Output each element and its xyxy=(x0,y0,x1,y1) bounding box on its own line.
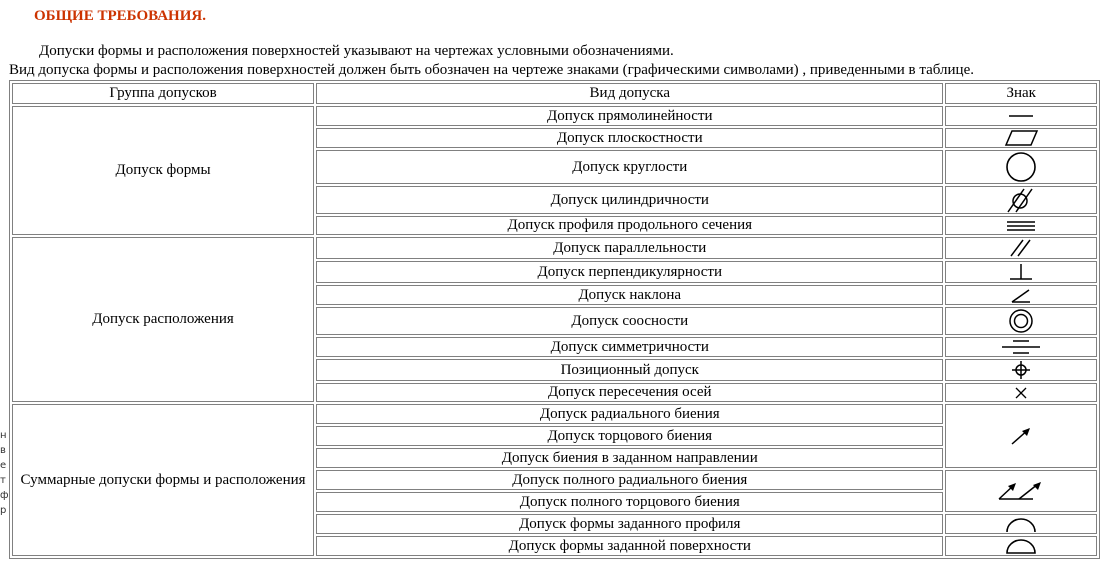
tolerance-kind: Допуск симметричности xyxy=(316,337,943,357)
tolerance-kind: Допуск профиля продольного сечения xyxy=(316,216,943,235)
tolerance-kind: Допуск формы заданной поверхности xyxy=(316,536,943,556)
symbol-cell xyxy=(945,216,1097,235)
runout-icon xyxy=(1009,425,1033,447)
tolerance-kind: Допуск круглости xyxy=(316,150,943,184)
symbol-cell xyxy=(945,128,1097,148)
tolerance-kind: Допуск биения в заданном направлении xyxy=(316,448,943,468)
position-icon xyxy=(1011,360,1031,380)
tolerance-kind: Допуск пересечения осей xyxy=(316,383,943,402)
parallelism-icon xyxy=(1008,238,1034,258)
symbol-cell xyxy=(945,307,1097,335)
table-row xyxy=(12,404,1097,424)
tolerance-table xyxy=(9,80,1100,559)
tolerance-kind: Допуск перпендикулярности xyxy=(316,261,943,283)
table-row xyxy=(12,106,1097,126)
symbol-cell xyxy=(945,337,1097,357)
tolerance-kind: Допуск полного торцового биения xyxy=(316,492,943,512)
symbol-cell xyxy=(945,237,1097,259)
group-form: Допуск формы xyxy=(12,106,314,235)
tolerance-kind: Допуск наклона xyxy=(316,285,943,305)
symbol-cell xyxy=(945,186,1097,214)
table-row xyxy=(12,237,1097,259)
longitudinal-profile-icon xyxy=(1004,218,1038,234)
group-location: Допуск расположения xyxy=(12,237,314,402)
perpendicularity-icon xyxy=(1007,262,1035,282)
edge-letter: е xyxy=(0,460,7,471)
tolerance-kind: Допуск параллельности xyxy=(316,237,943,259)
flatness-icon xyxy=(1001,129,1041,147)
header-symbol: Знак xyxy=(945,83,1097,104)
symbol-cell xyxy=(945,404,1097,468)
tolerance-kind: Допуск формы заданного профиля xyxy=(316,514,943,534)
intro-paragraph-2: Вид допуска формы и расположения поверхностей должен быть обозначен на чертеже знаками (графическими символами) , приведенными в таблице. xyxy=(9,62,974,78)
profile-of-surface-icon xyxy=(1004,537,1038,555)
straightness-icon xyxy=(1006,110,1036,122)
edge-letter: в xyxy=(0,445,6,456)
header-kind: Вид допуска xyxy=(316,83,943,104)
tolerance-kind: Допуск цилиндричности xyxy=(316,186,943,214)
tolerance-kind: Допуск прямолинейности xyxy=(316,106,943,126)
tolerance-kind: Допуск торцового биения xyxy=(316,426,943,446)
tolerance-kind: Допуск радиального биения xyxy=(316,404,943,424)
tolerance-kind: Позиционный допуск xyxy=(316,359,943,381)
intro-paragraph-1: Допуски формы и расположения поверхностей указывают на чертежах условными обозначениями. xyxy=(39,43,674,59)
symbol-cell xyxy=(945,285,1097,305)
tolerance-kind: Допуск плоскостности xyxy=(316,128,943,148)
tolerance-kind: Допуск соосности xyxy=(316,307,943,335)
angularity-icon xyxy=(1008,286,1034,304)
group-combined: Суммарные допуски формы и расположения xyxy=(12,404,314,556)
axis-intersection-icon xyxy=(1014,386,1028,400)
symbol-cell xyxy=(945,261,1097,283)
tolerance-kind: Допуск полного радиального биения xyxy=(316,470,943,490)
symmetry-icon xyxy=(999,338,1043,356)
edge-letter: р xyxy=(0,505,7,516)
symbol-cell xyxy=(945,514,1097,534)
page-heading: ОБЩИЕ ТРЕБОВАНИЯ. xyxy=(34,8,206,24)
circularity-icon xyxy=(1004,151,1038,183)
symbol-cell xyxy=(945,150,1097,184)
table-header-row xyxy=(12,83,1097,104)
total-runout-icon xyxy=(995,479,1047,503)
coaxiality-icon xyxy=(1007,308,1035,334)
cylindricity-icon xyxy=(1003,187,1039,213)
header-group: Группа допусков xyxy=(12,83,314,104)
edge-letter: ф xyxy=(0,490,9,501)
symbol-cell xyxy=(945,470,1097,512)
symbol-cell xyxy=(945,383,1097,402)
symbol-cell xyxy=(945,106,1097,126)
edge-letter: н xyxy=(0,430,7,441)
symbol-cell xyxy=(945,536,1097,556)
symbol-cell xyxy=(945,359,1097,381)
profile-of-line-icon xyxy=(1004,515,1038,533)
edge-letter: т xyxy=(0,475,6,486)
